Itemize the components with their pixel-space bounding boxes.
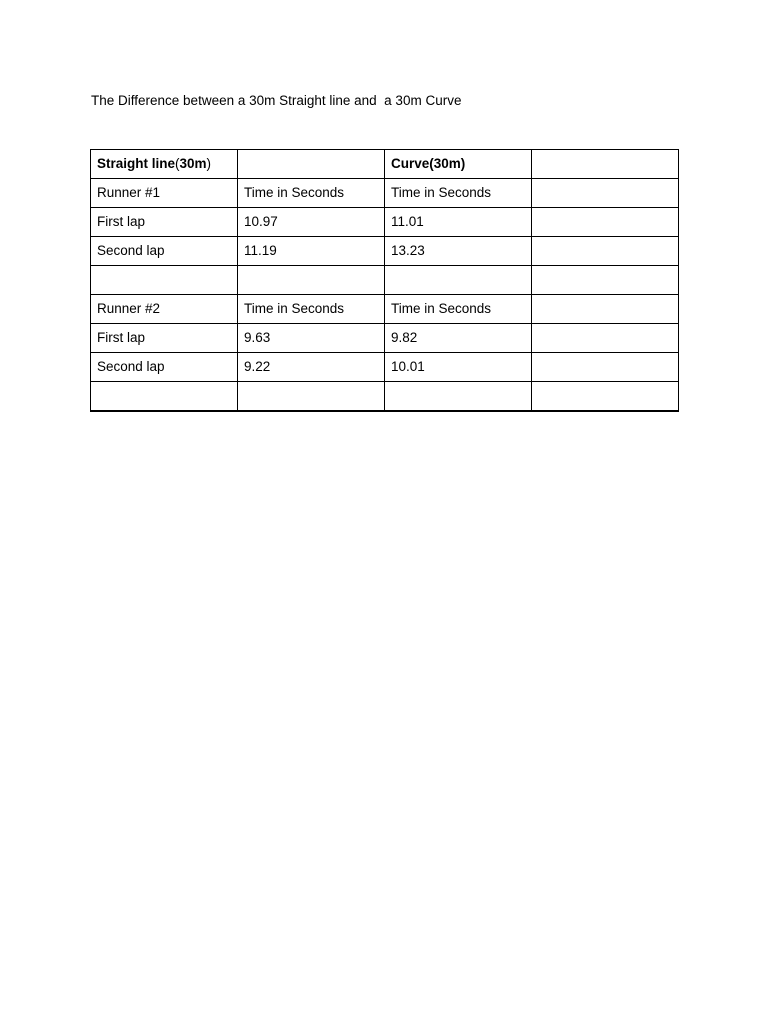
table-row bbox=[91, 324, 679, 353]
table-header-row bbox=[91, 150, 679, 179]
table-cell: 13.23 bbox=[385, 237, 532, 266]
table-cell bbox=[532, 266, 679, 295]
table-cell bbox=[385, 266, 532, 295]
table-row bbox=[91, 266, 679, 295]
table-cell: 11.01 bbox=[385, 208, 532, 237]
header-curve: Curve(30m) bbox=[385, 150, 532, 179]
table-cell: Time in Seconds bbox=[238, 295, 385, 324]
table-cell: Time in Seconds bbox=[385, 179, 532, 208]
table-row bbox=[91, 353, 679, 382]
table-cell: 9.82 bbox=[385, 324, 532, 353]
table-cell bbox=[238, 382, 385, 412]
header-straight-distance: 30m bbox=[179, 156, 207, 171]
header-cell-2 bbox=[238, 150, 385, 179]
table-cell bbox=[532, 295, 679, 324]
table-cell: Second lap bbox=[91, 237, 238, 266]
table-cell bbox=[532, 179, 679, 208]
table-cell: First lap bbox=[91, 324, 238, 353]
table-row bbox=[91, 237, 679, 266]
table-row bbox=[91, 208, 679, 237]
table-cell bbox=[91, 266, 238, 295]
table-cell: Second lap bbox=[91, 353, 238, 382]
table-cell: Time in Seconds bbox=[385, 295, 532, 324]
header-straight-paren-open: ( bbox=[175, 156, 180, 171]
table-cell bbox=[238, 266, 385, 295]
header-straight-paren-close: ) bbox=[206, 156, 212, 171]
table-cell bbox=[532, 353, 679, 382]
table-cell bbox=[532, 208, 679, 237]
table-cell: 10.01 bbox=[385, 353, 532, 382]
table-cell bbox=[91, 382, 238, 412]
table-cell: 10.97 bbox=[238, 208, 385, 237]
table-cell: 11.19 bbox=[238, 237, 385, 266]
table-cell bbox=[532, 324, 679, 353]
table-row bbox=[91, 295, 679, 324]
table-cell: First lap bbox=[91, 208, 238, 237]
lap-times-table bbox=[90, 149, 679, 412]
table-row bbox=[91, 382, 679, 412]
document-title: The Difference between a 30m Straight line and a 30m Curve bbox=[91, 93, 462, 108]
table-row bbox=[91, 179, 679, 208]
table-cell: 9.22 bbox=[238, 353, 385, 382]
table-cell: 9.63 bbox=[238, 324, 385, 353]
table-cell bbox=[532, 382, 679, 412]
table-cell: Runner #2 bbox=[91, 295, 238, 324]
header-straight-line bbox=[91, 150, 238, 179]
table-cell bbox=[532, 237, 679, 266]
header-cell-4 bbox=[532, 150, 679, 179]
header-straight-label: Straight line bbox=[97, 156, 176, 171]
table-cell: Time in Seconds bbox=[238, 179, 385, 208]
table-cell bbox=[385, 382, 532, 412]
table-cell: Runner #1 bbox=[91, 179, 238, 208]
